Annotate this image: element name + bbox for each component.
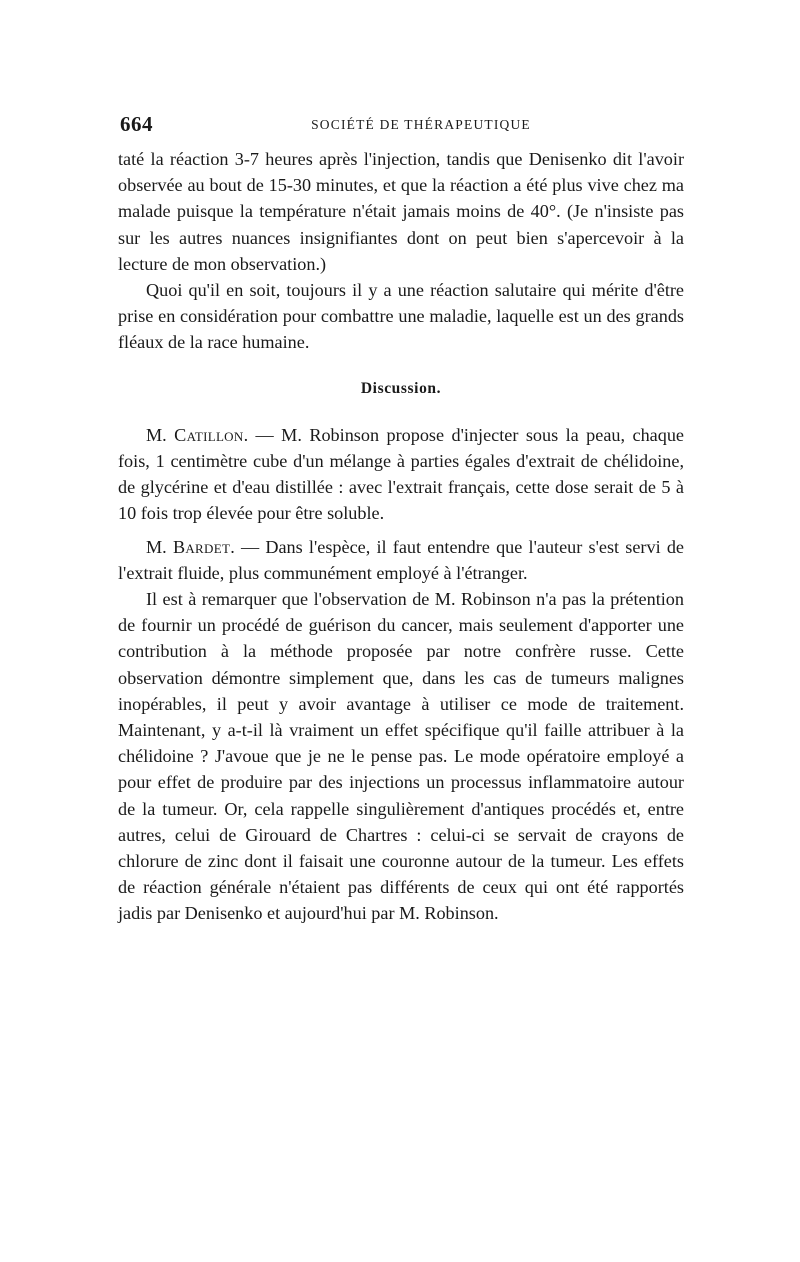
paragraph-bardet bbox=[118, 534, 684, 586]
speaker-prefix: M. bbox=[146, 536, 173, 557]
speaker-remark: . — Dans l'espèce, il faut entendre que l'auteur s'est servi de l'extrait fluide, plus communément employé à l'étranger. bbox=[118, 536, 685, 583]
paragraph-continuation: taté la réaction 3-7 heures après l'injection, tandis que Denisenko dit l'avoir observée au bout de 15-30 minutes, et que la réaction a été plus vive chez ma malade puisque la température n'était jamais moins de 40°. (Je n'insiste pas sur les autres nuances insignifiantes dont on peut bien s'apercevoir à la lecture de mon observation.) bbox=[118, 149, 684, 274]
speaker-name-catillon: Catillon bbox=[174, 424, 244, 445]
running-title: SOCIÉTÉ DE THÉRAPEUTIQUE bbox=[311, 117, 531, 132]
paragraph-conclusion: Quoi qu'il en soit, toujours il y a une réaction salutaire qui mérite d'être prise en considération pour combattre une maladie, laquelle est un des grands fléaux de la race humaine. bbox=[118, 280, 684, 353]
paragraph-final: Il est à remarquer que l'observation de M. Robinson n'a pas la prétention de fournir un procédé de guérison du cancer, mais seulement d'apporter une contribution à la méthode proposée par notre confrère russe. Cette observation démontre simplement que, dans les cas de tumeurs malignes inopérables, il peut y avoir avantage à utiliser ce mode de traitement. Maintenant, y a-t-il là vraiment un effet spécifique qu'il faille attribuer à la chélidoine ? J'avoue que je ne le pense pas. Le mode opératoire employé a pour effet de produire par des injections un processus inflammatoire autour de la tumeur. Or, cela rappelle singulièrement d'antiques procédés et, entre autres, celui de Girouard de Chartres : celui-ci se servait de crayons de chlorure de zinc dont il faisait une couronne autour de la tumeur. Les effets de réaction générale n'étaient pas différents de ceux qui ont été rapportés jadis par Denisenko et aujourd'hui par M. Robinson. bbox=[118, 589, 684, 924]
paragraph-catillon bbox=[118, 422, 684, 527]
page-number: 664 bbox=[120, 112, 153, 136]
speaker-name-bardet: Bardet bbox=[172, 536, 231, 557]
body-text bbox=[118, 146, 684, 927]
section-heading-discussion: Discussion. bbox=[360, 379, 442, 397]
paragraph-gap bbox=[118, 527, 684, 534]
speaker-prefix: M. bbox=[146, 424, 175, 445]
running-head bbox=[118, 112, 684, 146]
speaker-remark: . — M. Robinson propose d'injecter sous la peau, chaque fois, 1 centimètre cube d'un mélange à parties égales d'extrait de chélidoine, de glycérine et d'eau distillée : avec l'extrait français, cette dose serait de 5 à 10 fois trop élevée pour être soluble. bbox=[118, 424, 684, 524]
book-page bbox=[118, 112, 684, 927]
